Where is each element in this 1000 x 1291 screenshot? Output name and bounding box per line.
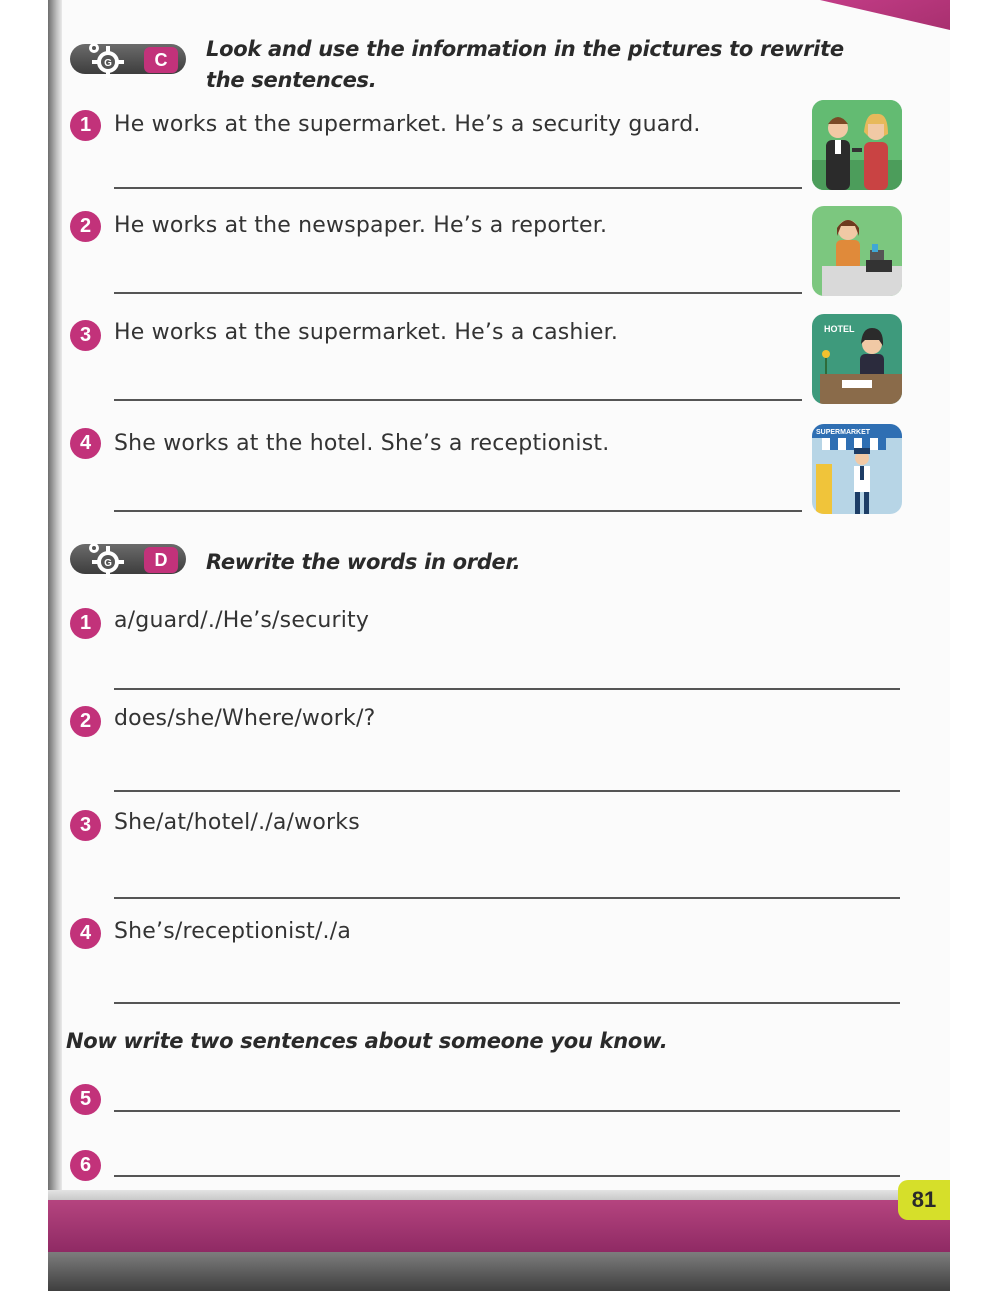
number-badge: 6	[70, 1150, 101, 1181]
answer-line[interactable]	[114, 1110, 900, 1112]
answer-line[interactable]	[114, 688, 900, 690]
scrambled-words: does/she/Where/work/?	[114, 706, 376, 731]
number-badge: 1	[70, 110, 101, 141]
answer-line[interactable]	[114, 510, 802, 512]
section-c-tab	[70, 40, 186, 78]
scrambled-words: a/guard/./He’s/security	[114, 608, 370, 633]
scrambled-words: She’s/receptionist/./a	[114, 919, 352, 944]
section-d-instruction: Rewrite the words in order.	[206, 550, 521, 574]
page-number: 81	[898, 1180, 950, 1220]
exercise-sentence: He works at the supermarket. He’s a cashier.	[114, 320, 619, 345]
svg-text:G: G	[104, 558, 112, 569]
section-d-tab	[70, 540, 186, 578]
workbook-page	[48, 0, 950, 1291]
page-spine-shadow	[48, 0, 62, 1291]
number-badge: 4	[70, 918, 101, 949]
svg-text:SUPERMARKET: SUPERMARKET	[816, 429, 871, 436]
extra-instruction: Now write two sentences about someone you know.	[66, 1029, 668, 1053]
number-badge: 2	[70, 211, 101, 242]
answer-line[interactable]	[114, 1002, 900, 1004]
supermarket-guard-icon	[812, 424, 902, 514]
number-badge: 5	[70, 1084, 101, 1115]
section-c-label: C	[144, 47, 178, 73]
number-badge: 3	[70, 320, 101, 351]
instruction-line-1: Look and use the information in the pictures to rewrite	[206, 37, 844, 61]
number-badge: 3	[70, 810, 101, 841]
svg-text:G: G	[104, 58, 112, 69]
answer-line[interactable]	[114, 399, 802, 401]
exercise-sentence: She works at the hotel. She’s a receptionist.	[114, 431, 610, 456]
section-c-instruction	[206, 34, 844, 96]
answer-line[interactable]	[114, 1175, 900, 1177]
page-edge-shadow	[48, 1252, 950, 1291]
exercise-sentence: He works at the newspaper. He’s a reporter.	[114, 213, 608, 238]
gear-icon	[86, 540, 124, 578]
section-d-label: D	[144, 547, 178, 573]
answer-line[interactable]	[114, 790, 900, 792]
exercise-sentence: He works at the supermarket. He’s a security guard.	[114, 112, 701, 137]
hotel-receptionist-icon	[812, 314, 902, 404]
answer-line[interactable]	[114, 187, 802, 189]
reporter-interview-icon	[812, 100, 902, 190]
instruction-line-2: the sentences.	[206, 68, 377, 92]
footer-band	[48, 1200, 950, 1252]
cashier-icon	[812, 206, 902, 296]
answer-line[interactable]	[114, 292, 802, 294]
number-badge: 2	[70, 706, 101, 737]
scrambled-words: She/at/hotel/./a/works	[114, 810, 360, 835]
svg-text:HOTEL: HOTEL	[824, 324, 855, 334]
number-badge: 1	[70, 608, 101, 639]
number-badge: 4	[70, 428, 101, 459]
answer-line[interactable]	[114, 897, 900, 899]
gear-icon	[86, 40, 124, 78]
